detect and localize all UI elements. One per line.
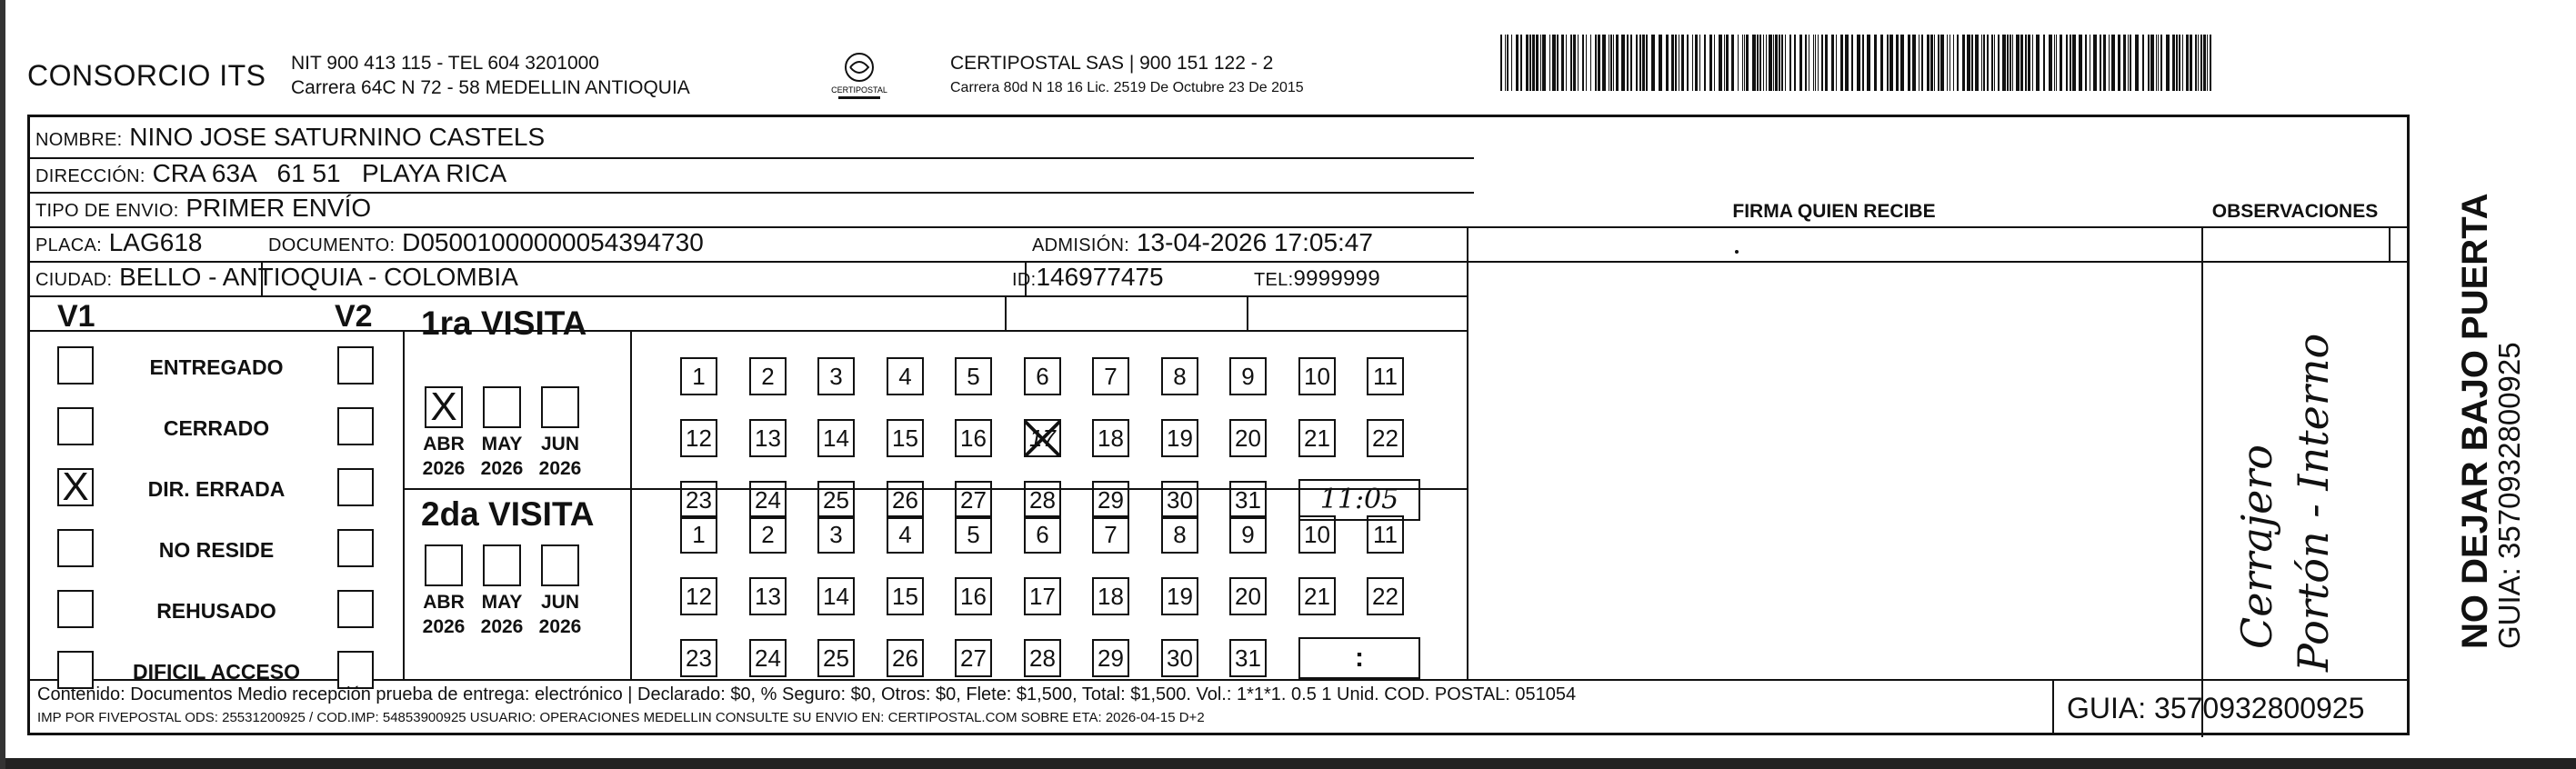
day-box[interactable]: 27 bbox=[955, 639, 992, 677]
month-label bbox=[412, 590, 476, 639]
day-box[interactable]: 3 bbox=[817, 357, 855, 395]
month-name: ABR bbox=[423, 434, 465, 454]
month-label bbox=[528, 590, 592, 639]
firma-dot bbox=[1735, 250, 1739, 254]
footer-guia: GUIA: 3570932800925 bbox=[2067, 692, 2365, 724]
day-box[interactable]: 25 bbox=[817, 639, 855, 677]
month-checkbox[interactable] bbox=[483, 386, 521, 428]
month-label bbox=[470, 432, 534, 481]
placa-value: LAG618 bbox=[108, 228, 203, 256]
day-box[interactable]: 20 bbox=[1229, 419, 1267, 457]
day-box[interactable]: 6 bbox=[1024, 515, 1061, 554]
month-name: MAY bbox=[481, 434, 523, 454]
observation-line-2: Portón - Interno bbox=[2289, 333, 2338, 672]
day-box[interactable]: 26 bbox=[887, 481, 924, 519]
v1-header: V1 bbox=[57, 299, 95, 334]
placa-row bbox=[35, 228, 202, 257]
month-checkbox[interactable] bbox=[541, 386, 579, 428]
ciudad-value: BELLO - ANTIOQUIA - COLOMBIA bbox=[119, 263, 518, 291]
nombre-row bbox=[35, 123, 545, 152]
day-box[interactable]: 12 bbox=[680, 577, 717, 615]
v2-checkbox[interactable] bbox=[337, 407, 374, 445]
tipo-row bbox=[35, 194, 371, 223]
month-label bbox=[412, 432, 476, 481]
day-box[interactable]: 6 bbox=[1024, 357, 1061, 395]
day-box[interactable]: 18 bbox=[1092, 577, 1129, 615]
day-box[interactable]: 3 bbox=[817, 515, 855, 554]
day-box[interactable]: 22 bbox=[1367, 419, 1404, 457]
month-name: JUN bbox=[540, 592, 579, 613]
visit2-title: 2da VISITA bbox=[421, 495, 595, 533]
scan-edge bbox=[0, 758, 2576, 769]
company-contact bbox=[291, 51, 690, 100]
month-name: ABR bbox=[423, 592, 465, 613]
admision-row bbox=[1032, 228, 1373, 257]
day-box[interactable]: 21 bbox=[1298, 577, 1336, 615]
tel-row bbox=[1254, 263, 1380, 292]
tel-value: 9999999 bbox=[1293, 266, 1380, 291]
v1-checkbox[interactable] bbox=[57, 651, 94, 689]
day-box[interactable]: 8 bbox=[1161, 357, 1198, 395]
admision-label: ADMISIÓN: bbox=[1032, 235, 1130, 255]
day-box[interactable]: 1 bbox=[680, 515, 717, 554]
ciudad-row bbox=[35, 263, 518, 292]
month-name: JUN bbox=[540, 434, 579, 454]
day-box[interactable]: 28 bbox=[1024, 639, 1061, 677]
day-box[interactable]: 31 bbox=[1229, 481, 1267, 519]
day-box[interactable]: 16 bbox=[955, 419, 992, 457]
certipostal-logo bbox=[827, 47, 891, 104]
month-year: 2026 bbox=[480, 458, 524, 479]
side-notice bbox=[2455, 104, 2527, 649]
direccion-row bbox=[35, 159, 506, 188]
month-year: 2026 bbox=[538, 616, 582, 637]
day-box[interactable]: 19 bbox=[1161, 419, 1198, 457]
day-box[interactable]: 4 bbox=[887, 357, 924, 395]
day-box[interactable]: 15 bbox=[887, 419, 924, 457]
v2-checkbox[interactable] bbox=[337, 590, 374, 628]
month-year: 2026 bbox=[422, 458, 466, 479]
day-box[interactable]: 4 bbox=[887, 515, 924, 554]
day-box[interactable]: 23 bbox=[680, 639, 717, 677]
nit-line: NIT 900 413 115 - TEL 604 3201000 bbox=[291, 53, 599, 74]
day-box[interactable]: 19 bbox=[1161, 577, 1198, 615]
day-box[interactable]: 10 bbox=[1298, 515, 1336, 554]
cert-address: Carrera 80d N 18 16 Lic. 2519 De Octubre 23 De 2015 bbox=[950, 80, 1304, 95]
day-box[interactable]: 23 bbox=[680, 481, 717, 519]
v2-checkbox[interactable] bbox=[337, 468, 374, 506]
day-box[interactable]: 8 bbox=[1161, 515, 1198, 554]
day-box[interactable]: 16 bbox=[955, 577, 992, 615]
admision-value: 13-04-2026 17:05:47 bbox=[1136, 228, 1373, 256]
day-box[interactable]: 2 bbox=[749, 515, 787, 554]
day-box[interactable]: 14 bbox=[817, 419, 855, 457]
documento-value: D05001000000054394730 bbox=[402, 228, 704, 256]
v1-checkbox[interactable] bbox=[57, 346, 94, 384]
side-guia: GUIA: 3570932800925 bbox=[2492, 342, 2526, 649]
day-box[interactable]: 18 bbox=[1092, 419, 1129, 457]
shipping-form bbox=[27, 115, 2410, 735]
day-box[interactable]: 22 bbox=[1367, 577, 1404, 615]
day-box[interactable]: 26 bbox=[887, 639, 924, 677]
day-box[interactable]: 24 bbox=[749, 481, 787, 519]
day-box[interactable]: 17 bbox=[1024, 419, 1061, 457]
v2-header: V2 bbox=[335, 299, 373, 334]
v1-checkbox[interactable] bbox=[57, 407, 94, 445]
day-box[interactable]: 12 bbox=[680, 419, 717, 457]
observation-line-1: Cerrajero bbox=[2232, 444, 2281, 649]
logo-text: CERTIPOSTAL bbox=[831, 85, 887, 95]
scan-edge-left bbox=[0, 0, 5, 769]
firma-header: FIRMA QUIEN RECIBE bbox=[1732, 201, 1936, 222]
footer-print-info: IMP POR FIVEPOSTAL ODS: 25531200925 / COD.IMP: 54853900925 USUARIO: OPERACIONES MEDELLIN CONSULTE SU ENVIO EN: CERTIPOSTAL.COM SOBRE ETA: 2026-04-15 D+2 bbox=[37, 710, 1205, 725]
day-box[interactable]: 9 bbox=[1229, 515, 1267, 554]
side-title: NO DEJAR BAJO PUERTA bbox=[2455, 193, 2495, 649]
status-label: DIR. ERRADA bbox=[147, 477, 286, 501]
v2-checkbox[interactable] bbox=[337, 651, 374, 689]
status-label: NO RESIDE bbox=[158, 538, 275, 562]
documento-row bbox=[268, 228, 704, 257]
month-checkbox[interactable] bbox=[425, 544, 463, 586]
tel-label: TEL: bbox=[1254, 270, 1294, 290]
day-box[interactable]: 5 bbox=[955, 515, 992, 554]
cert-line: CERTIPOSTAL SAS | 900 151 122 - 2 bbox=[950, 53, 1274, 74]
certipostal-info bbox=[950, 51, 1304, 100]
address-line: Carrera 64C N 72 - 58 MEDELLIN ANTIOQUIA bbox=[291, 77, 690, 98]
direccion-value: CRA 63A 61 51 PLAYA RICA bbox=[152, 159, 507, 187]
tipo-label: TIPO DE ENVIO: bbox=[35, 201, 179, 221]
v2-checkbox[interactable] bbox=[337, 529, 374, 567]
documento-label: DOCUMENTO: bbox=[268, 235, 396, 255]
day-box[interactable]: 17 bbox=[1024, 577, 1061, 615]
visit-time[interactable]: : bbox=[1298, 637, 1420, 679]
status-label: CERRADO bbox=[163, 416, 270, 440]
day-box[interactable]: 7 bbox=[1092, 357, 1129, 395]
nombre-label: NOMBRE: bbox=[35, 130, 123, 150]
day-box[interactable]: 1 bbox=[680, 357, 717, 395]
v1-checkbox[interactable] bbox=[57, 529, 94, 567]
day-box[interactable]: 24 bbox=[749, 639, 787, 677]
day-box[interactable]: 30 bbox=[1161, 481, 1198, 519]
ciudad-label: CIUDAD: bbox=[35, 270, 113, 290]
month-checkbox[interactable]: X bbox=[425, 386, 463, 428]
id-label: ID: bbox=[1012, 270, 1037, 290]
day-box[interactable]: 11 bbox=[1367, 515, 1404, 554]
day-box[interactable]: 7 bbox=[1092, 515, 1129, 554]
tipo-value: PRIMER ENVÍO bbox=[185, 194, 372, 222]
day-box[interactable]: 15 bbox=[887, 577, 924, 615]
day-box[interactable]: 11 bbox=[1367, 357, 1404, 395]
month-name: MAY bbox=[481, 592, 523, 613]
nombre-value: NINO JOSE SATURNINO CASTELS bbox=[129, 123, 546, 151]
month-label bbox=[470, 590, 534, 639]
id-value: 146977475 bbox=[1036, 263, 1164, 291]
day-box[interactable]: 10 bbox=[1298, 357, 1336, 395]
day-box[interactable]: 28 bbox=[1024, 481, 1061, 519]
day-box[interactable]: 20 bbox=[1229, 577, 1267, 615]
day-box[interactable]: 9 bbox=[1229, 357, 1267, 395]
day-box[interactable]: 14 bbox=[817, 577, 855, 615]
status-label: ENTREGADO bbox=[149, 355, 284, 379]
v1-checkbox[interactable]: X bbox=[57, 468, 94, 506]
month-label bbox=[528, 432, 592, 481]
day-box[interactable]: 25 bbox=[817, 481, 855, 519]
day-box[interactable]: 5 bbox=[955, 357, 992, 395]
id-row bbox=[1012, 263, 1164, 292]
month-year: 2026 bbox=[422, 616, 466, 637]
placa-label: PLACA: bbox=[35, 235, 102, 255]
day-box[interactable]: 31 bbox=[1229, 639, 1267, 677]
day-box[interactable]: 21 bbox=[1298, 419, 1336, 457]
day-box[interactable]: 2 bbox=[749, 357, 787, 395]
footer-content: Contenido: Documentos Medio recepción prueba de entrega: electrónico | Declarado: $0, % Seguro: $0, Otros: $0, Flete: $1,500, Total: $1,500. Vol.: 1*1*1. 0.5 1 Unid. COD. POSTAL: 051054 bbox=[37, 684, 1577, 704]
direccion-label: DIRECCIÓN: bbox=[35, 166, 145, 186]
month-year: 2026 bbox=[480, 616, 524, 637]
status-label: REHUSADO bbox=[156, 599, 276, 623]
month-checkbox[interactable] bbox=[483, 544, 521, 586]
day-box[interactable]: 29 bbox=[1092, 481, 1129, 519]
day-box[interactable]: 13 bbox=[749, 419, 787, 457]
observaciones-header: OBSERVACIONES bbox=[2211, 201, 2379, 222]
visit-time[interactable]: 11:05 bbox=[1298, 479, 1420, 521]
status-label: DIFICIL ACCESO bbox=[132, 660, 300, 684]
month-checkbox[interactable] bbox=[541, 544, 579, 586]
month-year: 2026 bbox=[538, 458, 582, 479]
barcode bbox=[1500, 35, 2214, 91]
visit1-title: 1ra VISITA bbox=[421, 305, 587, 342]
v2-checkbox[interactable] bbox=[337, 346, 374, 384]
company-name: CONSORCIO ITS bbox=[27, 59, 266, 92]
day-box[interactable]: 30 bbox=[1161, 639, 1198, 677]
day-box[interactable]: 29 bbox=[1092, 639, 1129, 677]
day-box[interactable]: 13 bbox=[749, 577, 787, 615]
day-box[interactable]: 27 bbox=[955, 481, 992, 519]
v1-checkbox[interactable] bbox=[57, 590, 94, 628]
